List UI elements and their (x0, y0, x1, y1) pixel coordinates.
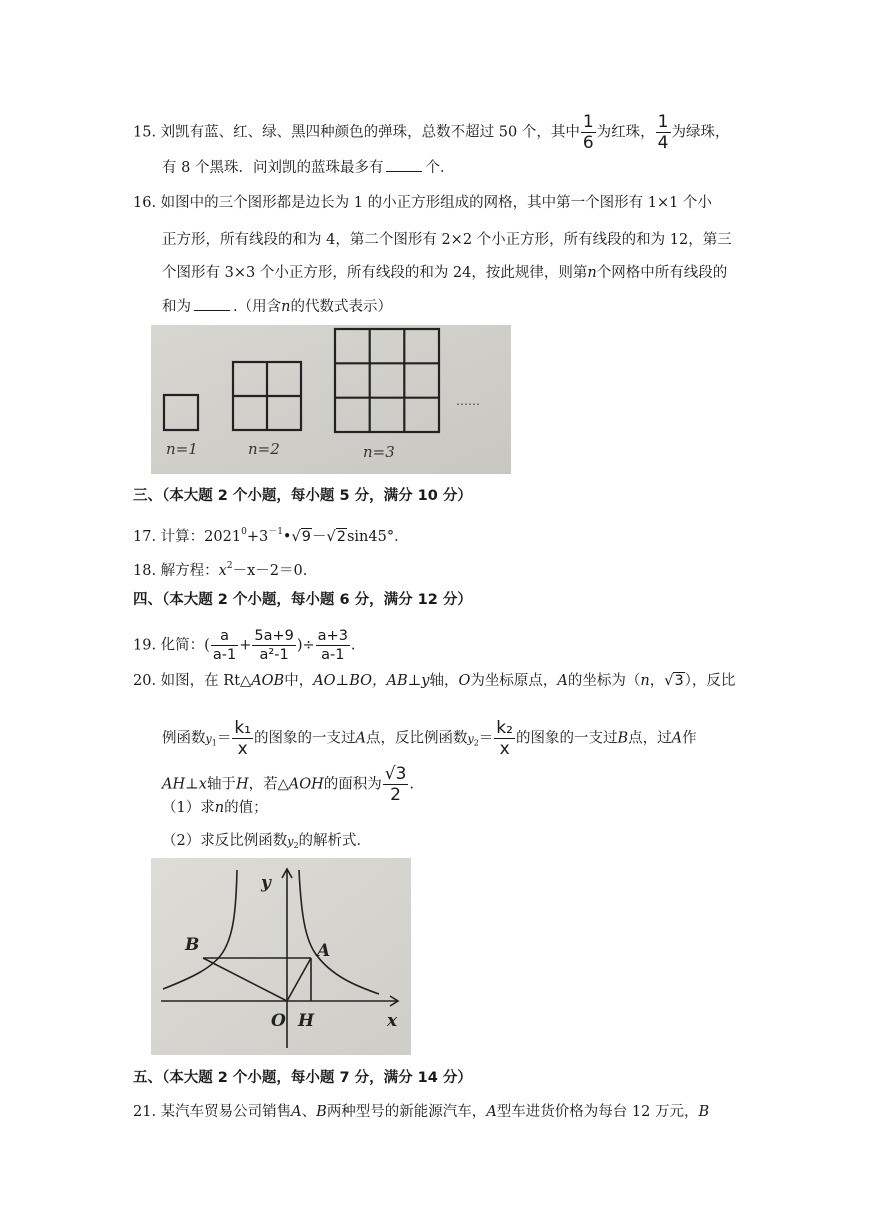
q20-l3-t1: 轴于 (206, 776, 236, 793)
q20-number: 20. (133, 673, 157, 689)
q21-t2: 、 (301, 1104, 317, 1120)
q15-line2-text: 有 8 个黑珠．问刘凯的蓝珠最多有 (162, 160, 384, 176)
q15-text-b: 为红珠， (596, 124, 655, 141)
q16-variable-n: n (587, 265, 597, 281)
q21-a: A (291, 1104, 302, 1120)
q16-line3-end: 个网格中所有线段的 (596, 265, 728, 281)
q20-t5: 的坐标为（ (567, 673, 641, 689)
q15-line2 (162, 157, 454, 178)
q20-l2-t3: 点，反比例函数 (365, 730, 468, 747)
q20-t2: 中， (284, 673, 314, 689)
q20-b2: B (617, 730, 629, 747)
q20-sub1-text: （1）求 (162, 800, 215, 816)
label-o: O (271, 1011, 286, 1031)
q20-l2-t1: 例函数 (162, 730, 206, 747)
q21-b: B (316, 1104, 327, 1120)
q21-b2: B (698, 1104, 710, 1120)
q20-comma: ， (649, 673, 665, 689)
q20-l2-t4: 的图象的一支过 (515, 730, 618, 747)
q16-line3 (162, 263, 727, 283)
label-h: H (298, 1011, 315, 1031)
q20-y1-sub: 1 (211, 738, 217, 748)
q20-sub1-n: n (214, 800, 225, 816)
q20-sub1 (162, 798, 268, 818)
q18-x: x (218, 563, 227, 579)
q15-fraction-red: $\frac{1}{6}$ (582, 112, 594, 153)
q20-a2: A (355, 730, 366, 747)
q16-line3-text: 个图形有 3×3 个小正方形，所有线段的和为 24，按此规律，则第 (162, 265, 588, 281)
q19-number: 19. (133, 637, 157, 654)
q19-fraction-3: $\frac{a+3}{a-1}$ (317, 628, 348, 663)
q19-divide: )÷ (296, 637, 315, 654)
q20-t3: 轴， (429, 673, 459, 689)
q16-answer-blank (194, 296, 230, 311)
q20-y2: y (467, 732, 474, 746)
q20-t4: 为坐标原点， (470, 673, 558, 689)
q17-sqrt-9: √9 (291, 529, 311, 545)
q15-text-a: 刘凯有蓝、红、绿、黑四种颜色的弹珠，总数不超过 50 个，其中 (160, 124, 580, 141)
q20-y2-sub: 2 (473, 738, 479, 748)
q20-area-fraction: $\frac{√3}{2}$ (384, 764, 407, 805)
q18-number: 18. (133, 563, 157, 579)
q16-line4-end: 的代数式表示） (290, 299, 392, 315)
q15-line2-end: 个． (425, 160, 455, 176)
q20-l3-perp: AH⊥x (162, 776, 207, 793)
q17-exponent-0: 0 (241, 527, 247, 537)
q17-text: 计算：2021 (160, 529, 242, 545)
q20-l2-t5: 点，过 (628, 730, 672, 747)
q16-line1-text: 如图中的三个图形都是边长为 1 的小正方形组成的网格，其中第一个图形有 1×1 个小 (160, 195, 712, 211)
q17-sqrt-2: √2 (326, 529, 346, 545)
q20-perp: AO⊥BO，AB⊥y (313, 673, 430, 689)
q20-line1 (133, 671, 735, 691)
q20-l3-t3: 的面积为 (323, 776, 382, 793)
q17-dot: • (282, 529, 292, 545)
q21-t1: 某汽车贸易公司销售 (160, 1104, 292, 1120)
q20-a3: A (671, 730, 683, 747)
grid-label-n1: n=1 (166, 440, 198, 458)
label-a: A (317, 941, 331, 961)
q20-sub2 (162, 831, 371, 856)
q16-grid-figure (151, 325, 511, 474)
q20-line2 (162, 718, 697, 759)
q16-line2-text: 正方形，所有线段的和为 4，第二个图形有 2×2 个小正方形，所有线段的和为 12，第三 (162, 232, 732, 248)
q15-number: 15. (133, 124, 157, 141)
q17-plus-3: +3 (246, 529, 269, 545)
q19-fraction-1: $\frac{a}{a-1}$ (212, 628, 237, 663)
q21-line1 (133, 1102, 709, 1122)
q15-text-c: 为绿珠， (671, 124, 730, 141)
q16-line4-mid: .（用含 (233, 299, 282, 315)
q17-minus: － (311, 529, 327, 545)
q18-line (133, 556, 307, 581)
q20-aob: AOB (251, 673, 285, 689)
q19-plus: + (239, 637, 252, 654)
q20-l3-end: . (409, 776, 415, 793)
q21-t3: 两种型号的新能源汽车， (326, 1104, 487, 1120)
q21-number: 21. (133, 1104, 157, 1120)
q19-text: 化简：( (160, 637, 210, 654)
q19-fraction-2: $\frac{5a+9}{\text{a²-1}}$ (254, 628, 294, 663)
q20-eq1: ＝ (216, 730, 232, 747)
q20-t6: ），反比 (684, 673, 736, 689)
q17-sin: sin45°． (346, 529, 409, 545)
q16-line4-text: 和为 (162, 299, 191, 315)
grid-label-n2: n=2 (248, 440, 280, 458)
q20-graph-figure (151, 858, 411, 1055)
q20-sub2-end: 的解析式． (298, 833, 372, 849)
q20-sub2-text: （2）求反比例函数 (162, 833, 288, 849)
q21-t4: 型车进货价格为每台 12 万元， (496, 1104, 699, 1120)
section-4-heading: 四、（本大题 2 个小题，每小题 6 分，满分 12 分） (133, 592, 472, 608)
q21-a2: A (486, 1104, 497, 1120)
q19-end: . (350, 637, 356, 654)
q20-sub2-sub: 2 (293, 841, 299, 850)
q18-text: 解方程： (160, 563, 219, 579)
grid-dots: …… (456, 394, 480, 408)
grid-label-n3: n=3 (363, 443, 395, 461)
section-3-heading: 三、（本大题 2 个小题，每小题 5 分，满分 10 分） (133, 488, 472, 504)
q20-a: A (557, 673, 568, 689)
q20-sub1-end: 的值； (224, 800, 268, 816)
q16-variable-n2: n (281, 299, 291, 315)
q20-sqrt-3: √3 (664, 673, 684, 689)
q20-l3-t2: ，若△ (248, 776, 289, 793)
q18-equation: －x－2＝0. (232, 563, 308, 579)
q17-exponent-neg1: －1 (268, 527, 283, 537)
section-5-heading: 五、（本大题 2 个小题，每小题 7 分，满分 14 分） (133, 1070, 472, 1086)
q20-t1: 如图，在 Rt△ (160, 673, 252, 689)
q20-n: n (640, 673, 650, 689)
q20-h: H (235, 776, 249, 793)
q16-line2 (162, 230, 732, 250)
q20-o: O (458, 673, 471, 689)
q15-fraction-green: $\frac{1}{4}$ (657, 112, 669, 153)
q20-k2-fraction: $\frac{\text{k₂}}{x}$ (496, 718, 513, 759)
q18-exponent: 2 (226, 561, 233, 571)
q20-l2-t6: 作 (682, 730, 697, 747)
q15-answer-blank (386, 157, 422, 172)
q20-sub2-y: y (287, 835, 294, 848)
q15-line1 (133, 112, 730, 153)
q20-k1-fraction: $\frac{\text{k₁}}{x}$ (234, 718, 251, 759)
q16-number: 16. (133, 195, 157, 211)
label-b: B (185, 935, 200, 955)
q20-y1: y (205, 732, 212, 746)
q17-line (133, 522, 409, 547)
label-x: x (387, 1011, 398, 1031)
q16-line1 (133, 193, 712, 213)
q20-aoh: AOH (288, 776, 324, 793)
q19-line (133, 627, 356, 664)
q20-eq2: ＝ (478, 730, 494, 747)
label-y: y (261, 873, 271, 893)
q20-l2-t2: 的图象的一支过 (253, 730, 356, 747)
q16-line4 (162, 296, 392, 317)
q17-number: 17. (133, 529, 157, 545)
